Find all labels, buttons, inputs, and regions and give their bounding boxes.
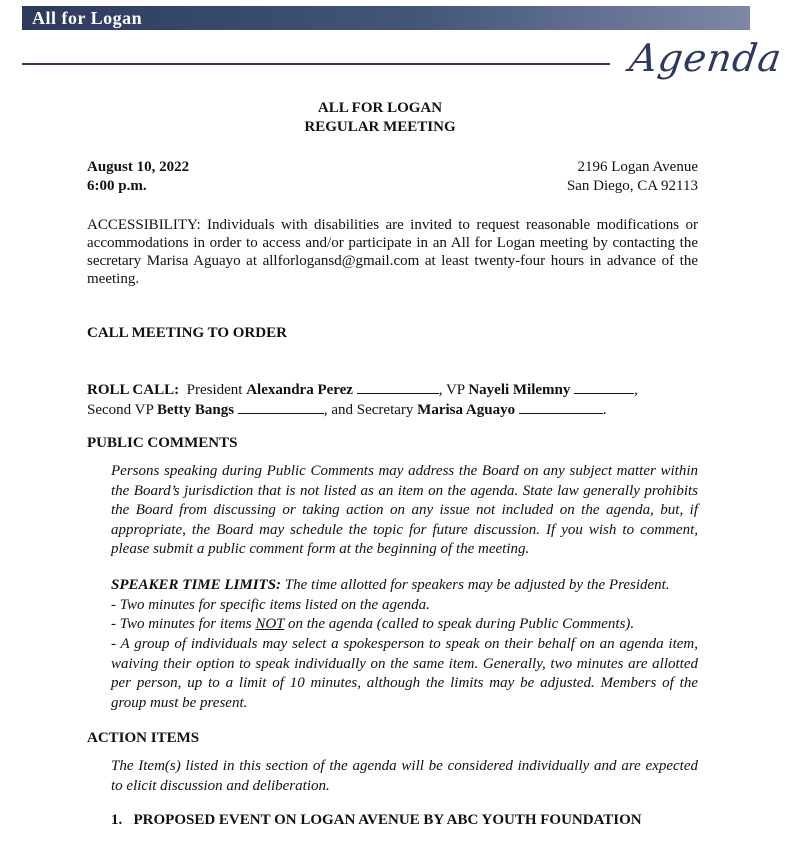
president-title: President (186, 382, 243, 398)
limit2-post: on the agenda (called to speak during Public Comments). (287, 616, 635, 632)
item1-title: PROPOSED EVENT ON LOGAN AVENUE BY ABC YOUTH FOUNDATION (133, 812, 642, 828)
second-vp-name: Betty Bangs (157, 402, 235, 418)
second-vp-title: Second VP (87, 402, 154, 418)
roll-call-label: ROLL CALL: (87, 382, 180, 398)
action-item-1 (111, 811, 642, 829)
doc-title-line1: ALL FOR LOGAN (317, 100, 443, 116)
and-secretary-text: , and Secretary (323, 402, 414, 418)
limits-label: SPEAKER TIME LIMITS: (111, 577, 282, 593)
vp-title: VP (445, 382, 465, 398)
meeting-address-line1: 2196 Logan Avenue (577, 159, 698, 175)
limit-item-1: - Two minutes for specific items listed on the agenda. (111, 597, 430, 613)
roll-call: ROLL CALL: President Alexandra Perez , VP Nayeli Milemny , Second VP Betty Bangs , and Secretary Marisa Aguayo . (87, 382, 638, 418)
president-blank (357, 381, 439, 394)
meeting-address-line2: San Diego, CA 92113 (566, 178, 698, 194)
vp-blank (574, 381, 634, 394)
secretary-blank (519, 401, 603, 414)
vp-name: Nayeli Milemny (468, 382, 571, 398)
header-banner (22, 6, 750, 30)
public-comments-heading: PUBLIC COMMENTS (87, 435, 238, 451)
second-vp-blank (238, 401, 324, 414)
action-items-heading: ACTION ITEMS (87, 730, 200, 746)
meeting-date: August 10, 2022 (87, 159, 190, 175)
limit2-not: NOT (255, 616, 285, 632)
accessibility-notice: ACCESSIBILITY: Individuals with disabilities are invited to request reasonable modifications or accommodations in order to access and/or participate in an All for Logan meeting by contacting the secretary Marisa Aguayo at allforlogansd@gmail.com at least twenty-four hours in advance of the meeting. (87, 217, 698, 287)
president-name: Alexandra Perez (246, 382, 353, 398)
call-to-order-heading: CALL MEETING TO ORDER (87, 325, 287, 341)
speaker-time-limits (111, 576, 711, 596)
limit-item-3: - A group of individuals may select a spokesperson to speak on their behalf on an agenda item, waiving their option to speak individually on the same item. Generally, two minutes are allotted per person, up to a limit of 10 minutes, although the limits may be adjusted. Members of the group must be present. (111, 636, 698, 711)
limit-item-2 (111, 615, 711, 633)
item1-number: 1. (111, 812, 123, 828)
org-name: All for Logan (32, 8, 143, 28)
meeting-time: 6:00 p.m. (87, 178, 147, 194)
public-comments-body: Persons speaking during Public Comments may address the Board on any subject matter within the Board’s jurisdiction that is not listed as an item on the agenda. State law generally prohibits the Board from discussing or taking action on any issue not included on the agenda, but, if appropriate, the Board may schedule the topic for future discussion. If you wish to comment, please submit a public comment form at the beginning of the meeting. (111, 463, 698, 557)
secretary-name: Marisa Aguayo (417, 402, 516, 418)
action-items-body: The Item(s) listed in this section of the agenda will be considered individually and are expected to elicit discussion and deliberation. (111, 758, 698, 794)
limit2-pre: - Two minutes for items (111, 616, 252, 632)
header-rule (22, 63, 610, 65)
doc-title-line2: REGULAR MEETING (304, 119, 456, 135)
limits-text: The time allotted for speakers may be adjusted by the President. (284, 577, 670, 593)
agenda-script-title: Agenda (626, 36, 785, 80)
